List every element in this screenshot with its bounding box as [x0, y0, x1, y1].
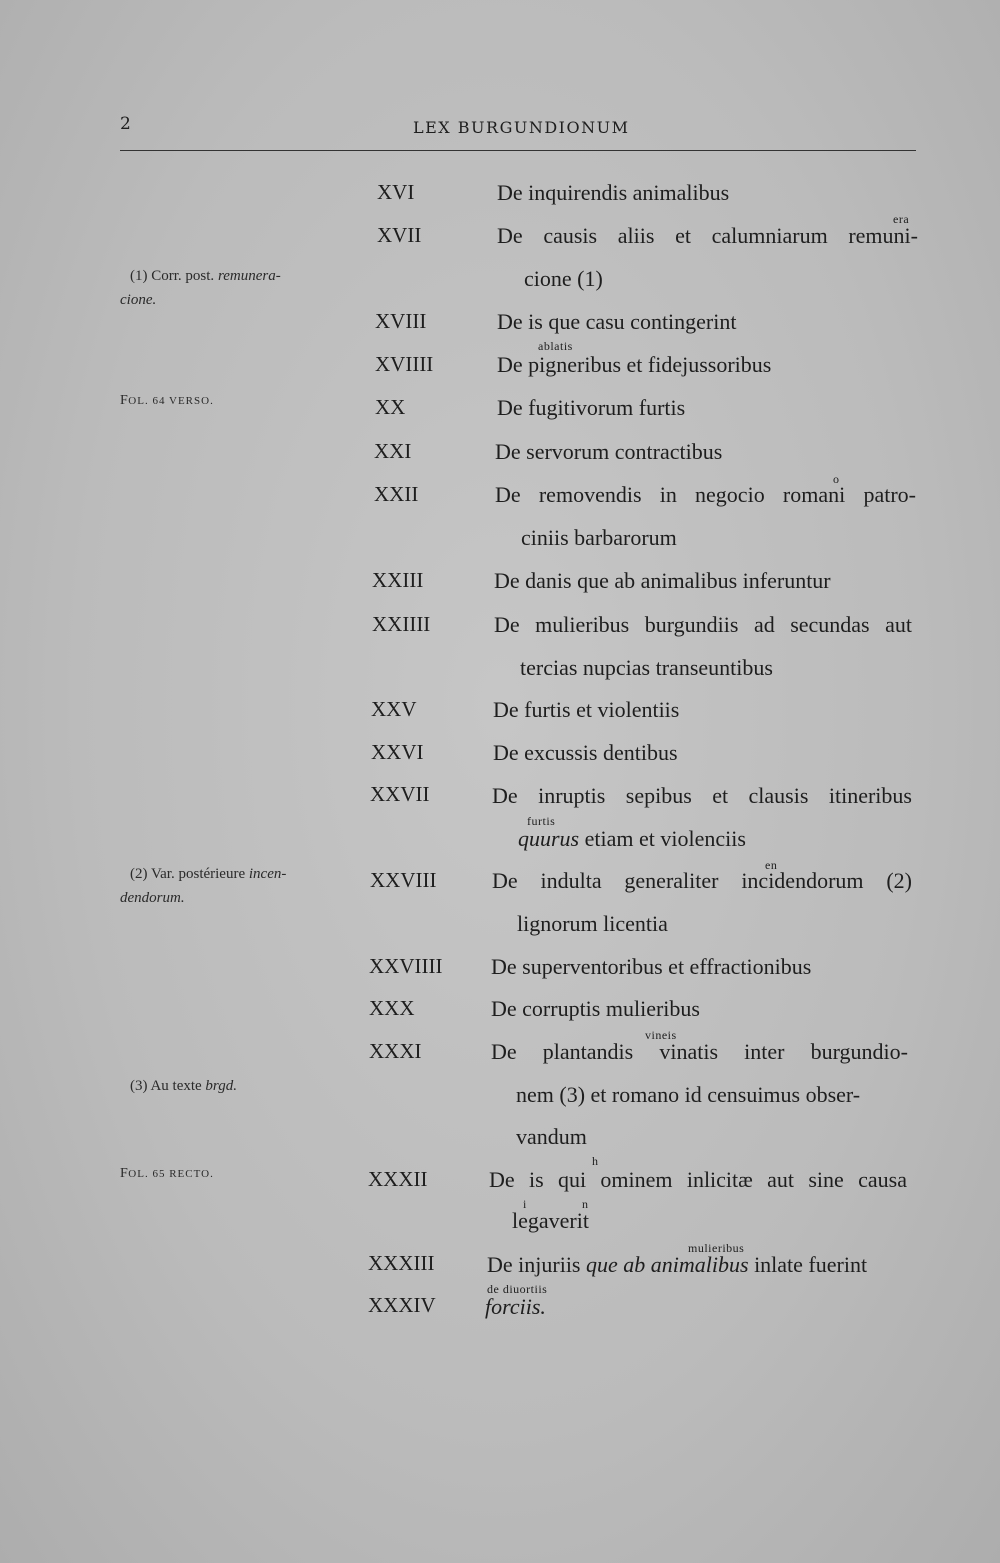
word: De [494, 612, 520, 637]
chapter-numeral: XXVIIII [369, 954, 443, 978]
margin-note-2 [130, 866, 286, 883]
word: De [495, 482, 521, 507]
note-italic: incen- [248, 866, 287, 882]
title-text: inlate fuerint [754, 1252, 868, 1277]
word: inruptis [538, 783, 606, 808]
chapter-title-continued: legaverit [512, 1208, 589, 1233]
interlinear-correction: vineis [645, 1028, 677, 1042]
note-italic: brgd. [205, 1078, 237, 1094]
word: romani [782, 482, 846, 507]
chapter-numeral: XXVI [371, 740, 424, 764]
running-title: LEX BURGUNDIONUM [413, 118, 630, 137]
interlinear-correction: en [765, 858, 778, 872]
chapter-title: De servorum contractibus [495, 439, 723, 464]
word: clausis [748, 783, 809, 808]
italic-text: que ab animalibus [586, 1252, 749, 1277]
chapter-numeral: XXXI [369, 1039, 422, 1063]
chapter-title: De danis que ab animalibus inferuntur [494, 568, 831, 593]
chapter-title: forciis. [485, 1294, 546, 1319]
word: aut [767, 1167, 795, 1192]
interlinear-correction: furtis [527, 814, 556, 828]
word: et [712, 783, 729, 808]
chapter-title: De inquirendis animalibus [497, 180, 730, 205]
chapter-title-continued: tercias nupcias transeuntibus [520, 655, 773, 680]
word: is [528, 1167, 544, 1192]
interlinear-correction: h [592, 1154, 599, 1168]
chapter-title [487, 1252, 867, 1278]
word: remuni- [848, 223, 918, 248]
folio-64-verso [120, 393, 214, 409]
word: De [492, 783, 518, 808]
note-number: (2) [130, 866, 148, 882]
word: calumniarum [711, 223, 828, 248]
chapter-numeral: XXI [374, 439, 412, 463]
note-italic: remunera- [217, 268, 281, 284]
word: patro- [863, 482, 916, 507]
word: De [491, 1039, 517, 1064]
chapter-numeral: XXX [369, 996, 415, 1020]
word: (2) [886, 868, 912, 893]
chapter-title-continued: cione (1) [524, 266, 603, 291]
word: vinatis [659, 1039, 719, 1064]
chapter-numeral: XVIIII [375, 352, 434, 376]
interlinear-correction: mulieribus [688, 1241, 745, 1255]
chapter-title: De superventoribus et effractionibus [491, 954, 812, 979]
word: et [675, 223, 691, 248]
chapter-numeral: XVIII [375, 309, 427, 333]
chapter-numeral: XXII [374, 482, 419, 506]
word: indulta [540, 868, 602, 893]
word: in [659, 482, 677, 507]
chapter-title: De is que casu contingerint [497, 309, 737, 334]
word: secundas [790, 612, 870, 637]
word: incidendorum [741, 868, 864, 893]
chapter-numeral: XXIII [372, 568, 424, 592]
folio-prefix: F [120, 1166, 129, 1181]
word: De [497, 223, 523, 248]
interlinear-correction: era [893, 212, 910, 226]
word: qui [557, 1167, 587, 1192]
chapter-numeral: XXVIII [370, 868, 437, 892]
margin-note-1-cont: cione. [120, 292, 157, 308]
note-text: Au texte [150, 1078, 202, 1094]
word: burgundio- [810, 1039, 908, 1064]
continued-text: etiam et violenciis [584, 826, 746, 851]
chapter-title-continued: nem (3) et romano id censuimus obser- [516, 1082, 861, 1107]
chapter-numeral: XVI [377, 180, 415, 204]
folio-side: VERSO. [169, 395, 214, 407]
chapter-numeral: XXXII [368, 1167, 428, 1191]
page-number: 2 [120, 114, 131, 134]
word: mulieribus [535, 612, 630, 637]
word: De [489, 1167, 515, 1192]
interlinear-correction: de diuortiis [487, 1282, 548, 1296]
chapter-title [495, 482, 916, 508]
note-text: Corr. post. [151, 268, 215, 284]
chapter-title [497, 223, 918, 249]
folio-prefix: F [120, 393, 129, 408]
chapter-title-continued: vandum [516, 1124, 587, 1149]
chapter-title-continued: lignorum licentia [517, 911, 668, 936]
chapter-title: De fugitivorum furtis [497, 395, 686, 420]
chapter-title: De furtis et violentiis [493, 697, 680, 722]
word: burgundiis [644, 612, 739, 637]
chapter-numeral: XXV [371, 697, 417, 721]
folio-number: OL. 65 [128, 1168, 170, 1180]
word: aliis [617, 223, 655, 248]
chapter-title: De corruptis mulieribus [491, 996, 700, 1021]
chapter-title-continued [518, 826, 746, 852]
interlinear-correction: ablatis [538, 339, 573, 353]
chapter-numeral: XXIIII [372, 612, 431, 636]
chapter-numeral: XXXIII [368, 1251, 435, 1275]
margin-note-3 [130, 1078, 237, 1095]
chapter-title: De excussis dentibus [493, 740, 678, 765]
word: negocio [695, 482, 765, 507]
chapter-numeral: XVII [377, 223, 422, 247]
interlinear-correction: i [523, 1197, 527, 1211]
word: removendis [538, 482, 642, 507]
chapter-numeral: XXXIV [368, 1293, 436, 1317]
word: causa [858, 1167, 907, 1192]
word: plantandis [542, 1039, 634, 1064]
header-rule [120, 150, 916, 151]
folio-side: RECTO. [169, 1168, 214, 1180]
chapter-title [492, 783, 912, 809]
interlinear-correction: n [582, 1197, 589, 1211]
interlinear-correction: o [833, 472, 840, 486]
word: aut [885, 612, 912, 637]
chapter-title [492, 868, 912, 894]
chapter-title [489, 1167, 907, 1193]
word: causis [543, 223, 598, 248]
word: itineribus [828, 783, 912, 808]
folio-number: OL. 64 [128, 395, 170, 407]
margin-note-2-cont: dendorum. [120, 890, 185, 906]
chapter-numeral: XX [375, 395, 406, 419]
word: inlicitæ [686, 1167, 753, 1192]
note-text: Var. postérieure [150, 866, 246, 882]
word: inter [744, 1039, 785, 1064]
margin-note-1 [130, 268, 281, 285]
folio-65-recto [120, 1166, 214, 1182]
note-number: (3) [130, 1078, 148, 1094]
word: sepibus [625, 783, 692, 808]
italic-word: quurus [518, 826, 580, 851]
chapter-title: De pigneribus et fidejussoribus [497, 352, 772, 377]
title-text: De injuriis [487, 1252, 581, 1277]
word: generaliter [624, 868, 719, 893]
word: De [492, 868, 518, 893]
chapter-title [494, 612, 912, 638]
chapter-title [491, 1039, 908, 1065]
word: ominem [600, 1167, 673, 1192]
note-number: (1) [130, 268, 148, 284]
chapter-numeral: XXVII [370, 782, 430, 806]
word: ad [753, 612, 775, 637]
chapter-title-continued: ciniis barbarorum [521, 525, 677, 550]
word: sine [808, 1167, 844, 1192]
